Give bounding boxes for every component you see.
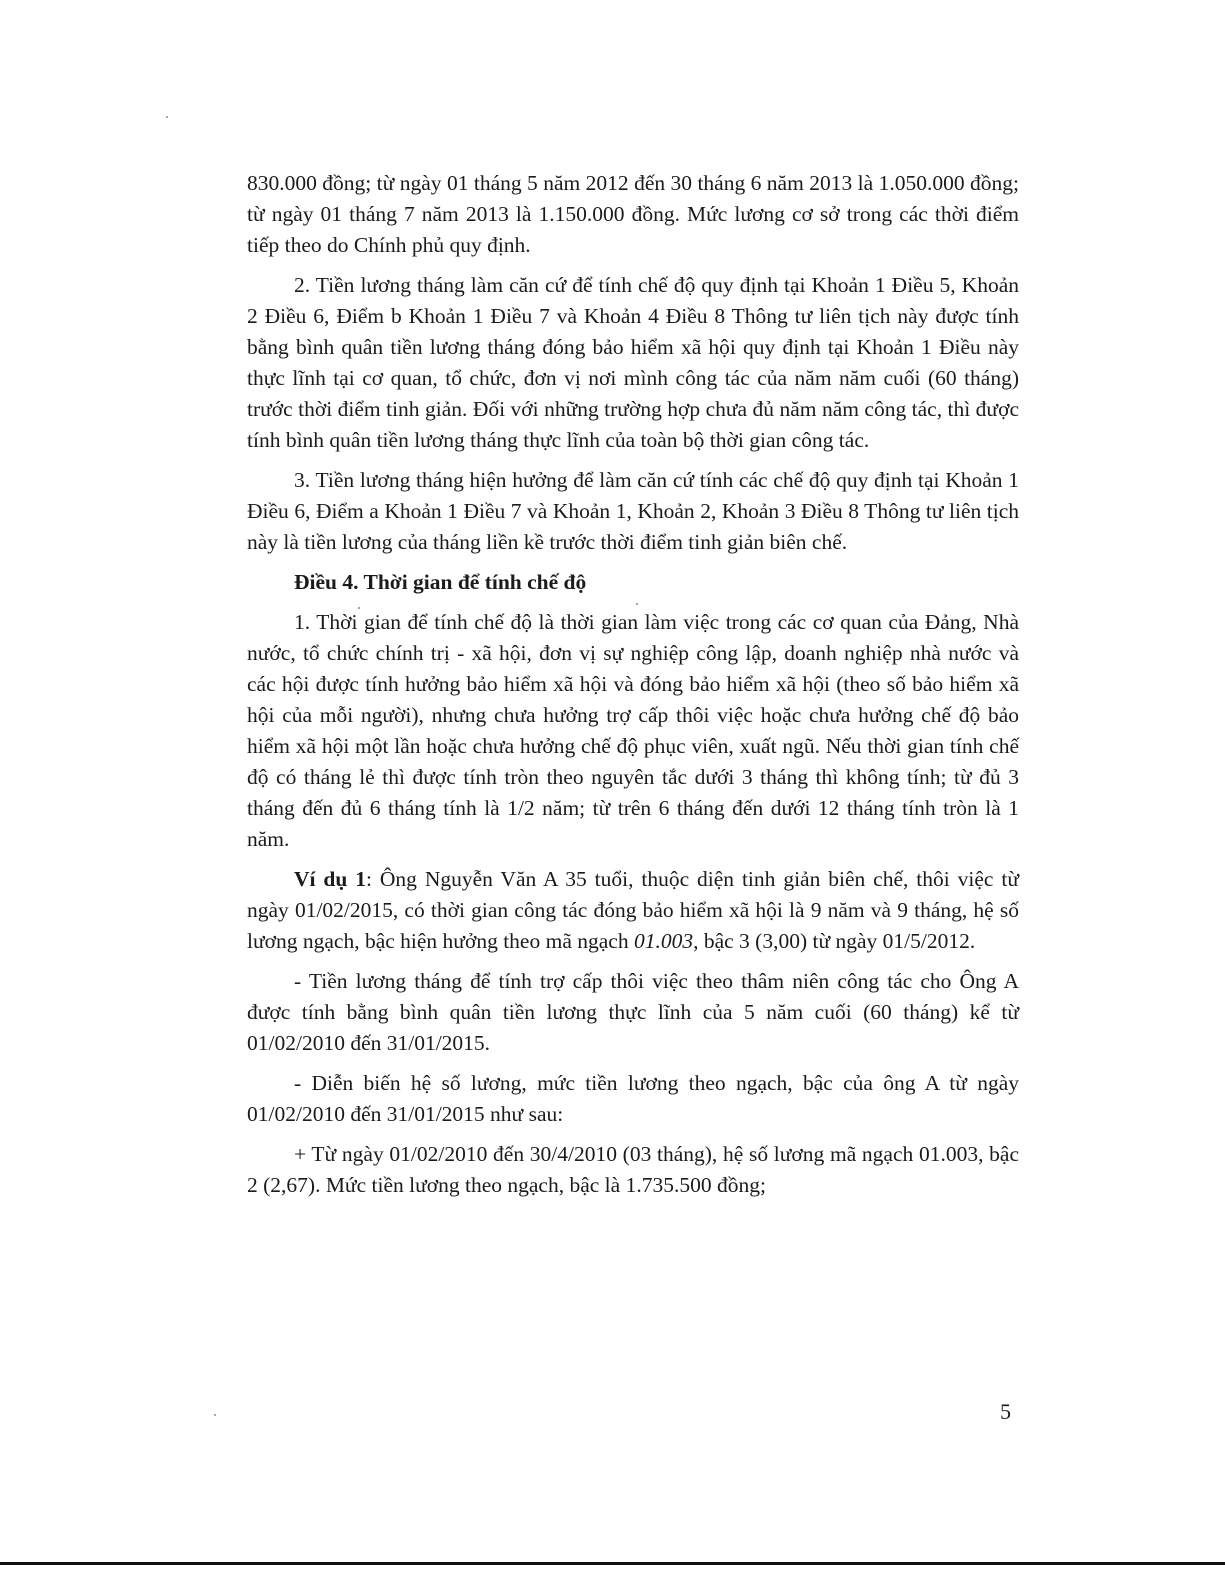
- paragraph-clause-2: 2. Tiền lương tháng làm căn cứ để tính chế độ quy định tại Khoản 1 Điều 5, Khoản 2 Điều 6, Điểm b Khoản 1 Điều 7 và Khoản 4 Điều 8 Thông tư liên tịch này được tính bằng bình quân tiền lương tháng đóng bảo hiểm xã hội quy định tại Khoản 1 Điều này thực lĩnh tại cơ quan, tổ chức, đơn vị nơi mình công tác của năm năm cuối (60 tháng) trước thời điểm tinh giản. Đối với những trường hợp chưa đủ năm năm công tác, thì được tính bình quân tiền lương tháng thực lĩnh của toàn bộ thời gian công tác.: [247, 273, 1019, 452]
- scan-speck: [166, 116, 168, 118]
- scan-bottom-edge: [0, 1562, 1225, 1565]
- example-text-after-code: , bậc 3 (3,00) từ ngày 01/5/2012.: [693, 929, 976, 953]
- example-label: Ví dụ 1: [294, 867, 366, 891]
- paragraph-salary-basis: - Tiền lương tháng để tính trợ cấp thôi việc theo thâm niên công tác cho Ông A được tính bằng bình quân tiền lương thực lĩnh của 5 năm cuối (60 tháng) kể từ 01/02/2010 đến 31/01/2015.: [247, 969, 1019, 1055]
- paragraph-article-4-clause-1: 1. Thời gian để tính chế độ là thời gian làm việc trong các cơ quan của Đảng, Nhà nước, tổ chức chính trị - xã hội, đơn vị sự nghiệp công lập, doanh nghiệp nhà nước và các hội được tính hưởng bảo hiểm xã hội và đóng bảo hiểm xã hội (theo số bảo hiểm xã hội của mỗi người), nhưng chưa hưởng trợ cấp thôi việc hoặc chưa hưởng chế độ bảo hiểm xã hội một lần hoặc chưa hưởng chế độ phục viên, xuất ngũ. Nếu thời gian tính chế độ có tháng lẻ thì được tính tròn theo nguyên tắc dưới 3 tháng thì không tính; từ đủ 3 tháng đến đủ 6 tháng tính là 1/2 năm; từ trên 6 tháng đến dưới 12 tháng tính tròn là 1 năm.: [247, 610, 1019, 851]
- article-4-heading: Điều 4. Thời gian để tính chế độ: [294, 570, 587, 594]
- example-text-before-code: : Ông Nguyễn Văn A 35 tuổi, thuộc diện tinh giản biên chế, thôi việc từ ngày 01/02/2015, có thời gian công tác đóng bảo hiểm xã hội là 9 năm và 9 tháng, hệ số lương ngạch, bậc hiện hưởng theo mã ngạch: [247, 867, 1019, 953]
- document-body: [247, 168, 1019, 1210]
- paragraph-example-1: [247, 864, 1019, 957]
- page-number: 5: [1000, 1399, 1011, 1424]
- example-grade-code: 01.003: [633, 929, 694, 953]
- paragraph-clause-3: 3. Tiền lương tháng hiện hưởng để làm căn cứ tính các chế độ quy định tại Khoản 1 Điều 6, Điểm a Khoản 1 Điều 7 và Khoản 1, Khoản 2, Khoản 3 Điều 8 Thông tư liên tịch này là tiền lương của tháng liền kề trước thời điểm tinh giản biên chế.: [247, 468, 1019, 554]
- paragraph-salary-progression: - Diễn biến hệ số lương, mức tiền lương theo ngạch, bậc của ông A từ ngày 01/02/2010 đến 31/01/2015 như sau:: [247, 1071, 1019, 1126]
- scan-speck: [214, 1414, 216, 1416]
- paragraph-salary-continuation: 830.000 đồng; từ ngày 01 tháng 5 năm 2012 đến 30 tháng 6 năm 2013 là 1.050.000 đồng; từ ngày 01 tháng 7 năm 2013 là 1.150.000 đồng. Mức lương cơ sở trong các thời điểm tiếp theo do Chính phủ quy định.: [247, 171, 1019, 257]
- paragraph-period-1: + Từ ngày 01/02/2010 đến 30/4/2010 (03 tháng), hệ số lương mã ngạch 01.003, bậc 2 (2,67). Mức tiền lương theo ngạch, bậc là 1.735.500 đồng;: [247, 1142, 1019, 1197]
